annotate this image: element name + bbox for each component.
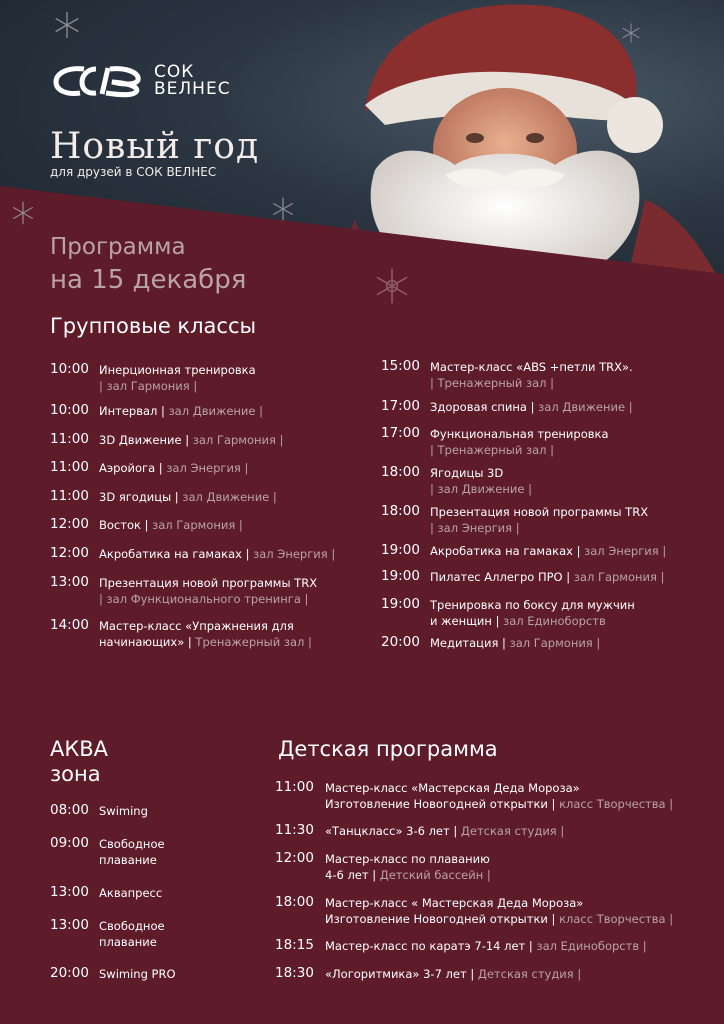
schedule-time: 18:00 (275, 894, 314, 910)
description-line (325, 796, 673, 812)
description-line (325, 780, 673, 796)
schedule-time: 19:00 (381, 568, 420, 584)
snowflake-icon (52, 10, 82, 40)
description-line (99, 546, 335, 562)
snowflake-icon (270, 196, 296, 222)
description-line (99, 362, 256, 378)
schedule-description (99, 460, 248, 476)
description-line (430, 481, 532, 497)
activity-text: Интервал | (99, 404, 169, 418)
location-text: | зал Энергия | (430, 521, 520, 535)
activity-text: Ягодицы 3D (430, 466, 504, 480)
schedule-description (430, 504, 648, 536)
description-line (430, 399, 633, 415)
activity-text: начинающих» | (99, 635, 196, 649)
location-text: зал Энергия | (584, 544, 667, 558)
location-text: Детская студия | (460, 824, 565, 838)
schedule-description (325, 823, 564, 839)
schedule-time: 08:00 (50, 802, 89, 818)
location-text: зал Движение | (168, 404, 263, 418)
schedule-time: 18:00 (381, 464, 420, 480)
schedule-description (99, 803, 148, 819)
aqua-heading-line1: АКВА (50, 737, 109, 761)
description-line (325, 938, 647, 954)
description-line (99, 432, 283, 448)
activity-text: 3D Движение | (99, 433, 193, 447)
aqua-heading-line2: зона (50, 762, 101, 786)
snowflake-icon (620, 22, 642, 44)
activity-text: «Танцкласс» 3-6 лет | (325, 824, 461, 838)
description-line (325, 851, 491, 867)
activity-text: Swiming PRO (99, 967, 176, 981)
description-line (99, 618, 312, 634)
schedule-description (99, 966, 176, 982)
activity-text: 3D ягодицы | (99, 490, 183, 504)
description-line (430, 426, 609, 442)
location-text: зал Гармония | (573, 570, 665, 584)
description-line (325, 823, 564, 839)
activity-text: Swiming (99, 804, 148, 818)
activity-text: Мастер-класс по каратэ 7-14 лет | (325, 939, 537, 953)
description-line (430, 635, 600, 651)
schedule-description (99, 575, 317, 607)
description-line (430, 375, 633, 391)
location-text: зал Движение | (538, 400, 633, 414)
description-line (99, 966, 176, 982)
activity-text: Восток | (99, 518, 153, 532)
location-text: | Тренажерный зал | (430, 376, 555, 390)
schedule-description (325, 851, 491, 883)
activity-text: и женщин | (430, 614, 504, 628)
description-line (430, 520, 648, 536)
schedule-description (99, 885, 162, 901)
description-line (99, 591, 317, 607)
activity-text: плавание (99, 935, 157, 949)
activity-text: плавание (99, 853, 157, 867)
schedule-description (430, 569, 664, 585)
schedule-description (99, 489, 277, 505)
sok-wellness-logo (50, 63, 146, 99)
schedule-time: 12:00 (50, 545, 89, 561)
schedule-time: 15:00 (381, 358, 420, 374)
activity-text: Акробатика на гамаках | (99, 547, 254, 561)
schedule-time: 11:00 (50, 488, 89, 504)
schedule-description (430, 426, 609, 458)
activity-text: Мастер-класс «Мастерская Деда Мороза» (325, 781, 580, 795)
activity-text: Тренировка по боксу для мужчин (430, 598, 635, 612)
location-text: зал Гармония | (152, 518, 243, 532)
schedule-description (430, 635, 600, 651)
schedule-time: 13:00 (50, 574, 89, 590)
location-text: зал Энергия | (253, 547, 336, 561)
location-text: Тренажерный зал | (195, 635, 312, 649)
description-line (99, 885, 162, 901)
schedule-time: 20:00 (381, 634, 420, 650)
schedule-time: 13:00 (50, 917, 89, 933)
schedule-description (99, 517, 243, 533)
description-line (325, 895, 673, 911)
kids-program-heading: Детская программа (278, 737, 498, 761)
description-line (99, 403, 263, 419)
activity-text: Мастер-класс «ABS +петли TRX». (430, 360, 633, 374)
activity-text: Изготовление Новогодней открытки | (325, 797, 560, 811)
page-title: Новый год (50, 126, 260, 167)
activity-text: Мастер-класс « Мастерская Деда Мороза» (325, 896, 584, 910)
schedule-description (99, 836, 165, 868)
description-line (325, 867, 491, 883)
schedule-description (325, 895, 673, 927)
schedule-time: 19:00 (381, 596, 420, 612)
description-line (99, 575, 317, 591)
schedule-time: 14:00 (50, 617, 89, 633)
schedule-time: 19:00 (381, 542, 420, 558)
activity-text: Медитация | (430, 636, 510, 650)
description-line (430, 442, 609, 458)
location-text: зал Единоборств | (536, 939, 647, 953)
description-line (99, 378, 256, 394)
schedule-time: 11:00 (50, 459, 89, 475)
activity-text: «Логоритмика» 3-7 лет | (325, 967, 478, 981)
location-text: | зал Функционального тренинга | (99, 592, 309, 606)
schedule-time: 12:00 (50, 516, 89, 532)
description-line (430, 465, 532, 481)
location-text: | зал Движение | (430, 482, 532, 496)
activity-text: Свободное (99, 837, 165, 851)
activity-text: Изготовление Новогодней открытки | (325, 912, 560, 926)
location-text: | зал Гармония | (99, 379, 198, 393)
activity-text: Аэройога | (99, 461, 167, 475)
activity-text: Аквапресс (99, 886, 163, 900)
schedule-description (430, 399, 633, 415)
group-classes-heading: Групповые классы (50, 314, 257, 338)
schedule-time: 11:30 (275, 822, 314, 838)
description-line (430, 613, 635, 629)
description-line (430, 504, 648, 520)
description-line (99, 460, 248, 476)
logo-line1: СОК (154, 62, 195, 82)
schedule-time: 13:00 (50, 884, 89, 900)
schedule-time: 09:00 (50, 835, 89, 851)
description-line (99, 803, 148, 819)
description-line (99, 918, 165, 934)
location-text: зал Гармония | (509, 636, 601, 650)
activity-text: 4-6 лет | (325, 868, 380, 882)
snowflake-icon (372, 266, 412, 306)
schedule-time: 11:00 (50, 431, 89, 447)
description-line (430, 597, 635, 613)
schedule-time: 10:00 (50, 402, 89, 418)
location-text: зал Единоборств (503, 614, 606, 628)
activity-text: Здоровая спина | (430, 400, 539, 414)
activity-text: Мастер-класс по плаванию (325, 852, 490, 866)
description-line (325, 911, 673, 927)
schedule-description (99, 546, 335, 562)
description-line (430, 569, 664, 585)
schedule-time: 18:30 (275, 965, 314, 981)
logo-line2: ВЕЛНЕС (154, 79, 231, 99)
schedule-time: 17:00 (381, 398, 420, 414)
description-line (430, 543, 666, 559)
snowflake-icon (10, 200, 36, 226)
location-text: класс Творчества | (559, 797, 674, 811)
description-line (99, 934, 165, 950)
schedule-description (99, 362, 256, 394)
activity-text: Мастер-класс «Упражнения для (99, 619, 294, 633)
activity-text: Презентация новой программы TRX (99, 576, 318, 590)
schedule-description (99, 432, 283, 448)
schedule-description (430, 465, 532, 497)
description-line (99, 852, 165, 868)
activity-text: Функциональная тренировка (430, 427, 609, 441)
schedule-description (325, 780, 673, 812)
activity-text: Презентация новой программы TRX (430, 505, 649, 519)
schedule-time: 12:00 (275, 850, 314, 866)
description-line (430, 359, 633, 375)
schedule-description (430, 597, 635, 629)
location-text: Детский бассейн | (379, 868, 491, 882)
program-heading: Программа (50, 234, 186, 260)
schedule-description (99, 618, 312, 650)
activity-text: Пилатес Аллегро ПРО | (430, 570, 574, 584)
location-text: Детская студия | (477, 967, 582, 981)
location-text: зал Гармония | (192, 433, 284, 447)
description-line (99, 836, 165, 852)
schedule-description (430, 543, 666, 559)
location-text: зал Энергия | (166, 461, 249, 475)
schedule-time: 11:00 (275, 779, 314, 795)
program-date: на 15 декабря (50, 265, 247, 295)
schedule-time: 18:15 (275, 937, 314, 953)
schedule-description (99, 403, 263, 419)
schedule-time: 10:00 (50, 361, 89, 377)
schedule-time: 20:00 (50, 965, 89, 981)
description-line (99, 489, 277, 505)
schedule-description (325, 966, 581, 982)
schedule-description (99, 918, 165, 950)
aqua-zone-heading (50, 737, 108, 787)
schedule-time: 18:00 (381, 503, 420, 519)
description-line (325, 966, 581, 982)
logo-text (154, 64, 231, 98)
location-text: | Тренажерный зал | (430, 443, 555, 457)
schedule-description (325, 938, 647, 954)
page-subtitle: для друзей в СОК ВЕЛНЕС (50, 165, 217, 179)
activity-text: Инерционная тренировка (99, 363, 256, 377)
description-line (99, 634, 312, 650)
schedule-time: 17:00 (381, 425, 420, 441)
activity-text: Свободное (99, 919, 165, 933)
location-text: зал Движение | (182, 490, 277, 504)
activity-text: Акробатика на гамаках | (430, 544, 585, 558)
schedule-description (430, 359, 633, 391)
description-line (99, 517, 243, 533)
location-text: класс Творчества | (559, 912, 674, 926)
